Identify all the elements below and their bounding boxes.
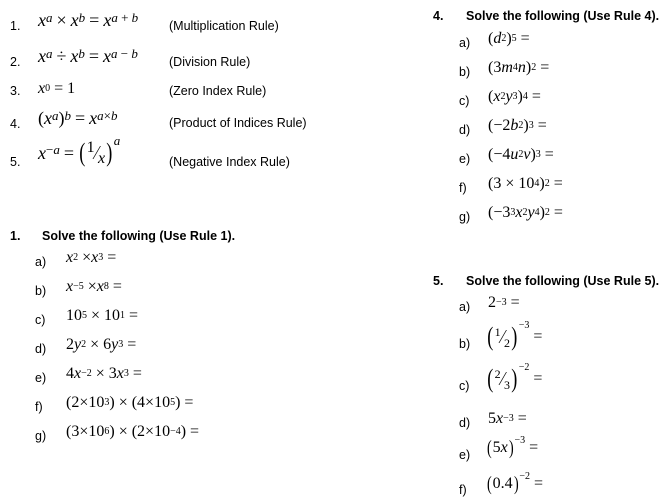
item-expression: x $^2$ × x $^3$ =: [66, 249, 117, 266]
rule-number: 1.: [10, 19, 21, 33]
section-number: 5.: [433, 274, 444, 288]
item-expression: (3 m $^4$ n ) $^2$ =: [488, 59, 550, 76]
rule-number: 4.: [10, 117, 21, 131]
item-label: b): [35, 284, 47, 298]
item-expression: 5 x $^{-3}$ =: [488, 410, 527, 427]
section-number: 4.: [433, 9, 444, 23]
rule-number: 5.: [10, 155, 21, 169]
item-expression: 2 y $^2$ × 6 y $^3$ =: [66, 336, 137, 353]
item-expression: 10 $^5$ × 10 $^1$ =: [66, 307, 139, 324]
item-label: f): [35, 400, 43, 414]
rule-number: 2.: [10, 55, 21, 69]
item-expression: ( 2 ⁄ 3 ) $^{-2}$ =: [487, 361, 543, 393]
rule-name: (Multiplication Rule): [169, 19, 279, 33]
item-expression: ( 0.4 ) $^{-2}$ =: [487, 470, 544, 495]
item-label: e): [35, 371, 47, 385]
item-label: g): [459, 210, 471, 224]
item-expression: (−4 u $^2$ v ) $^3$ =: [488, 146, 554, 163]
section-number: 1.: [10, 229, 21, 243]
item-label: c): [459, 379, 470, 393]
item-expression: (3×10 $^6$ ) × (2×10 $^{-4}$ ) =: [66, 423, 200, 440]
item-expression: (−3 $^3$ x $^2$ y $^4$ ) $^2$ =: [488, 204, 563, 221]
rule-formula: x $^a$ ÷ x $^b$ = x $^{a - b}$: [38, 45, 138, 66]
item-label: d): [459, 123, 471, 137]
section-heading: Solve the following (Use Rule 4).: [466, 9, 660, 23]
rule-formula: x $^0$ = 1: [38, 80, 76, 97]
rule-name: (Division Rule): [169, 55, 251, 69]
section-heading: Solve the following (Use Rule 1).: [42, 229, 236, 243]
item-label: d): [459, 416, 471, 430]
item-label: c): [35, 313, 46, 327]
section-heading: Solve the following (Use Rule 5).: [466, 274, 660, 288]
item-label: e): [459, 448, 471, 462]
item-label: g): [35, 429, 47, 443]
rule-formula: x $^{-a}$ = ( 1 ⁄ x ) $^a$: [38, 133, 121, 167]
item-expression: (2×10 $^3$ ) × (4×10 $^5$ ) =: [66, 394, 194, 411]
item-label: b): [459, 65, 471, 79]
rule-formula: ( x $^a$ ) $^b$ = x $^{a \times b}$: [38, 107, 118, 128]
rule-number: 3.: [10, 84, 21, 98]
rule-formula: x $^a$ × x $^b$ = x $^{a + b}$: [38, 9, 139, 30]
item-expression: x $^{-5}$ × x $^8$ =: [66, 278, 122, 295]
rule-name: (Negative Index Rule): [169, 155, 290, 169]
item-expression: ( 5 x ) $^{-3}$ =: [487, 434, 539, 459]
item-label: a): [459, 300, 471, 314]
rule-name: (Zero Index Rule): [169, 84, 267, 98]
item-label: f): [459, 181, 467, 195]
item-label: b): [459, 337, 471, 351]
rule-name: (Product of Indices Rule): [169, 116, 307, 130]
item-expression: ( d $^2$ ) $^5$ =: [488, 30, 530, 47]
item-label: a): [459, 36, 471, 50]
item-expression: 2 $^{-3}$ =: [488, 294, 520, 311]
item-label: d): [35, 342, 47, 356]
item-label: c): [459, 94, 470, 108]
item-expression: 4 x $^{-2}$ × 3 x $^3$ =: [66, 365, 142, 382]
item-expression: (−2 b $^2$ ) $^3$ =: [488, 117, 547, 134]
item-expression: ( 1 ⁄ 2 ) $^{-3}$ =: [487, 319, 543, 351]
item-label: f): [459, 483, 467, 497]
item-expression: ( x $^2$ y $^3$ ) $^4$ =: [488, 88, 541, 105]
item-label: a): [35, 255, 47, 269]
item-expression: (3 × 10 $^4$ ) $^2$ =: [488, 175, 563, 192]
item-label: e): [459, 152, 471, 166]
